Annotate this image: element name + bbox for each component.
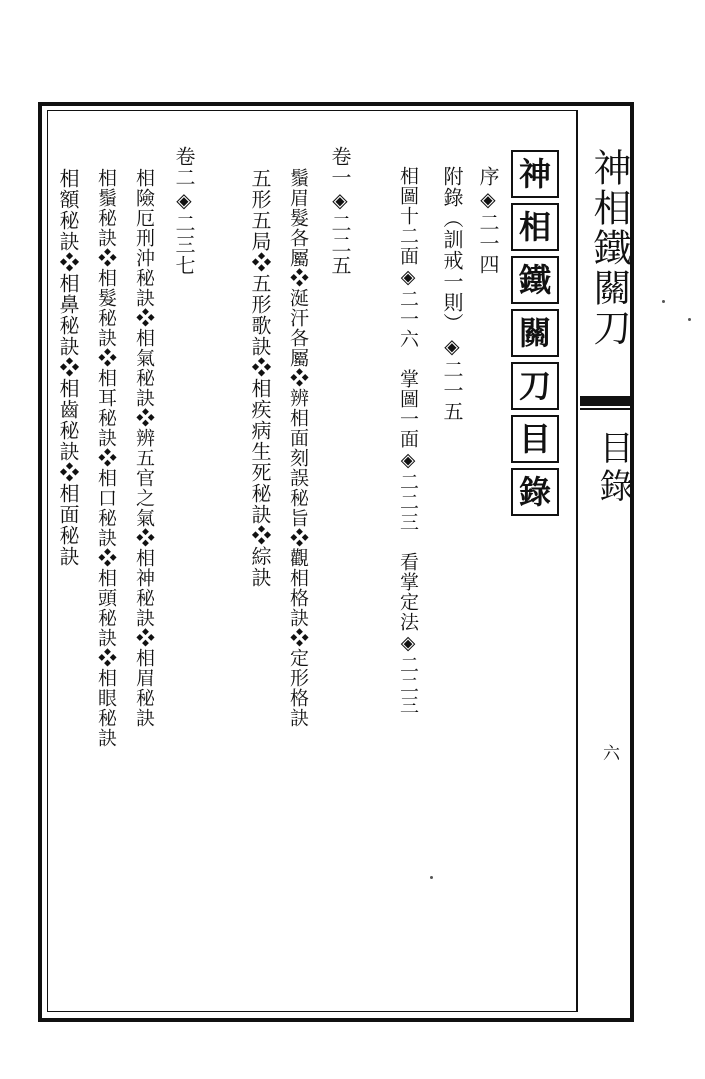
title-char: 刀 (511, 362, 559, 410)
title-char: 神 (511, 150, 559, 198)
spine-title: 神相鐵關刀 (587, 148, 631, 348)
title-char: 錄 (511, 468, 559, 516)
title-char: 關 (511, 309, 559, 357)
title-char: 目 (511, 415, 559, 463)
scan-speck (430, 876, 433, 879)
scan-speck (688, 318, 691, 321)
scan-speck (662, 300, 665, 303)
toc-volume-2: 卷二◈二三七 (172, 146, 196, 276)
title-char: 鐵 (511, 256, 559, 304)
toc-entry-vol1-line2: 五形五局❖五形歌訣❖相疾病生死秘訣❖綜訣 (248, 168, 272, 588)
toc-entry-vol2-line3: 相額秘訣❖相鼻秘訣❖相齒秘訣❖相面秘訣 (56, 168, 80, 567)
title-char: 相 (511, 203, 559, 251)
spine-fishtail-mark (580, 396, 632, 406)
toc-entry-vol2-line2: 相鬚秘訣❖相髮秘訣❖相耳秘訣❖相口秘訣❖相頭秘訣❖相眼秘訣 (95, 168, 117, 748)
toc-entry-vol1-line1: 鬚眉髮各屬❖涎汗各屬❖辨相面刻誤秘旨❖觀相格訣❖定形格訣 (287, 168, 309, 728)
spine-section-label: 目錄 (593, 430, 633, 506)
spine-divider (577, 110, 578, 1012)
toc-entry-preface: 序◈二一四 (476, 166, 500, 275)
toc-entry-appendix: 附錄（訓戒一則）◈二一五 (440, 166, 464, 422)
page-number: 六 (599, 744, 619, 761)
toc-volume-1: 卷一◈二二五 (328, 146, 352, 276)
toc-entry-illustrations: 相圖十二面◈二一六 掌圖一面◈二二三 看掌定法◈二二三 (397, 166, 419, 715)
toc-entry-vol2-line1: 相險厄刑沖秘訣❖相氣秘訣❖辨五官之氣❖相神秘訣❖相眉秘訣 (133, 168, 155, 728)
spine-fishtail-line (580, 408, 632, 410)
toc-title (511, 150, 561, 521)
